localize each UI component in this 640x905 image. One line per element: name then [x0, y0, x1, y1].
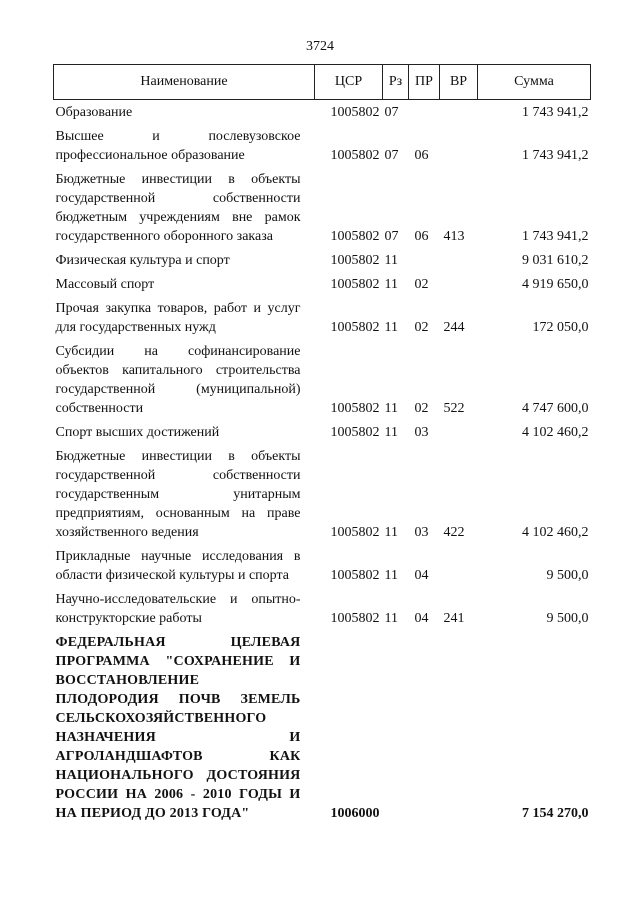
header-rz: Рз [383, 65, 409, 100]
row-vr-cell [440, 127, 478, 170]
row-vr-cell: 241 [443, 611, 465, 626]
row-name-cell [54, 590, 315, 633]
row-vr-cell: 413 [443, 229, 465, 244]
row-name-text: Научно-исследовательские и опытно-конструкторские работы [55, 592, 301, 626]
row-vr-cell [440, 251, 478, 275]
row-csr-cell: 1005802 [330, 105, 380, 120]
row-name-text: Спорт высших достижений [55, 425, 220, 440]
row-rz-cell: 07 [384, 148, 399, 163]
row-rz-cell: 11 [384, 277, 398, 292]
row-name-cell [54, 170, 315, 251]
row-pr-cell: 02 [414, 401, 429, 416]
page-number: 3724 [306, 39, 334, 54]
row-name-text: Бюджетные инвестиции в объекты государственной собственности бюджетным учреждениям вне рамок государственного оборонного заказа [55, 172, 301, 244]
row-name-cell [54, 299, 315, 342]
row-pr-cell: 02 [414, 277, 429, 292]
row-pr-cell: 03 [414, 425, 429, 440]
row-name-cell [54, 275, 315, 299]
row-vr-cell [440, 100, 478, 128]
row-name-cell [54, 547, 315, 590]
header-pr: ПР [409, 65, 440, 100]
row-sum-cell: 9 500,0 [546, 568, 589, 583]
header-vr: ВР [440, 65, 478, 100]
row-pr-cell [409, 100, 440, 128]
row-rz-cell: 11 [384, 525, 398, 540]
row-name-cell [54, 100, 315, 128]
row-rz-cell: 11 [384, 253, 398, 268]
row-name-text: Бюджетные инвестиции в объекты государственной собственности государственным унитарным предприятиям, основанным на праве хозяйственного ведения [55, 449, 301, 540]
header-sum: Сумма [478, 65, 591, 100]
header-csr: ЦСР [315, 65, 383, 100]
row-pr-cell: 04 [414, 611, 429, 626]
table-row [54, 299, 591, 342]
row-sum-cell: 9 500,0 [546, 611, 589, 626]
budget-table [53, 64, 591, 828]
row-vr-cell: 422 [443, 525, 465, 540]
row-name-cell [54, 251, 315, 275]
row-csr-cell: 1006000 [330, 806, 380, 821]
row-sum-cell: 4 747 600,0 [522, 401, 589, 416]
row-vr-cell: 244 [443, 320, 465, 335]
row-csr-cell: 1005802 [330, 320, 380, 335]
row-rz-cell: 11 [384, 568, 398, 583]
row-vr-cell [440, 275, 478, 299]
row-name-cell [54, 447, 315, 547]
table-row [54, 633, 591, 828]
row-csr-cell: 1005802 [330, 148, 380, 163]
row-sum-cell: 172 050,0 [532, 320, 589, 335]
row-pr-cell: 06 [414, 229, 429, 244]
table-row [54, 547, 591, 590]
row-name-text: Образование [55, 105, 133, 120]
row-vr-cell [440, 633, 478, 828]
row-csr-cell: 1005802 [330, 611, 380, 626]
table-row [54, 170, 591, 251]
row-csr-cell: 1005802 [330, 229, 380, 244]
row-sum-cell: 7 154 270,0 [522, 806, 589, 821]
row-pr-cell: 03 [414, 525, 429, 540]
row-csr-cell: 1005802 [330, 525, 380, 540]
row-csr-cell: 1005802 [330, 401, 380, 416]
row-sum-cell: 4 919 650,0 [522, 277, 589, 292]
row-name-cell [54, 342, 315, 423]
table-row [54, 127, 591, 170]
row-vr-cell [440, 547, 478, 590]
row-name-text: ФЕДЕРАЛЬНАЯ ЦЕЛЕВАЯ ПРОГРАММА "СОХРАНЕНИЕ И ВОССТАНОВЛЕНИЕ ПЛОДОРОДИЯ ПОЧВ ЗЕМЕЛЬ СЕЛЬСКОХОЗЯЙСТВЕННОГО НАЗНАЧЕНИЯ И АГРОЛАНДШАФТОВ КАК НАЦИОНАЛЬНОГО ДОСТОЯНИЯ РОССИИ НА 2006 - 2010 ГОДЫ И НА ПЕРИОД ДО 2013 ГОДА" [55, 635, 301, 821]
row-sum-cell: 1 743 941,2 [522, 105, 589, 120]
row-name-cell [54, 423, 315, 447]
row-sum-cell: 1 743 941,2 [522, 229, 589, 244]
row-pr-cell: 04 [414, 568, 429, 583]
table-row [54, 251, 591, 275]
row-name-text: Прикладные научные исследования в области физической культуры и спорта [55, 549, 301, 583]
row-name-text: Массовый спорт [55, 277, 155, 292]
row-rz-cell: 07 [384, 229, 399, 244]
header-name: Наименование [54, 65, 315, 100]
row-pr-cell: 06 [414, 148, 429, 163]
row-sum-cell: 9 031 610,2 [522, 253, 589, 268]
row-csr-cell: 1005802 [330, 425, 380, 440]
row-rz-cell: 11 [384, 401, 398, 416]
row-rz-cell [383, 633, 409, 828]
row-name-cell [54, 633, 315, 828]
row-name-text: Субсидии на софинансирование объектов капитального строительства государственной (муниципальной) собственности [55, 344, 301, 416]
row-rz-cell: 07 [384, 105, 399, 120]
row-sum-cell: 4 102 460,2 [522, 525, 589, 540]
row-rz-cell: 11 [384, 425, 398, 440]
table-row [54, 275, 591, 299]
table-row [54, 423, 591, 447]
table-row [54, 447, 591, 547]
row-pr-cell [409, 633, 440, 828]
table-header-row [54, 65, 591, 100]
row-vr-cell: 522 [443, 401, 465, 416]
table-row [54, 342, 591, 423]
row-rz-cell: 11 [384, 611, 398, 626]
row-name-text: Прочая закупка товаров, работ и услуг для государственных нужд [55, 301, 301, 335]
row-rz-cell: 11 [384, 320, 398, 335]
row-name-text: Высшее и послевузовское профессиональное образование [55, 129, 301, 163]
row-pr-cell [409, 251, 440, 275]
row-name-text: Физическая культура и спорт [55, 253, 230, 268]
table-row [54, 590, 591, 633]
row-sum-cell: 1 743 941,2 [522, 148, 589, 163]
row-csr-cell: 1005802 [330, 277, 380, 292]
row-name-cell [54, 127, 315, 170]
row-csr-cell: 1005802 [330, 568, 380, 583]
row-sum-cell: 4 102 460,2 [522, 425, 589, 440]
row-pr-cell: 02 [414, 320, 429, 335]
table-row [54, 100, 591, 128]
row-vr-cell [440, 423, 478, 447]
row-csr-cell: 1005802 [330, 253, 380, 268]
